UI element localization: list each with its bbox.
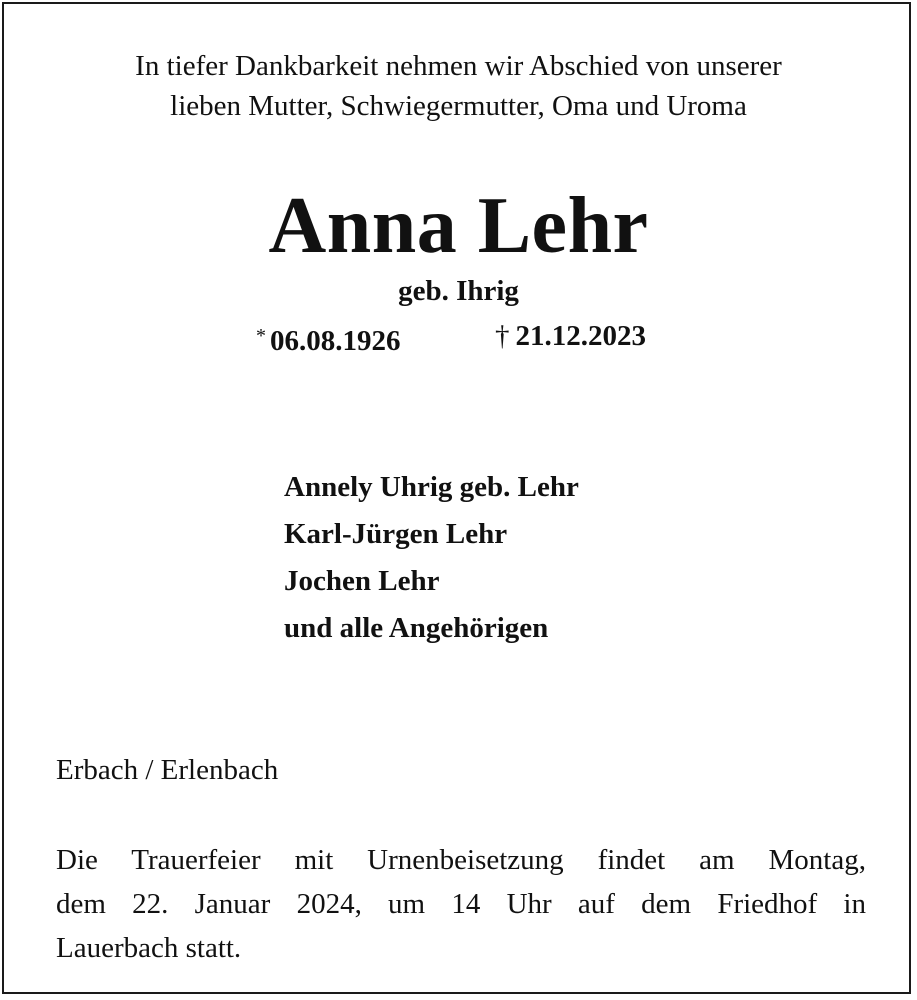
death-date: 21.12.2023 — [515, 320, 646, 352]
ceremony-line-2: dem 22. Januar 2024, um 14 Uhr auf dem Friedhof in — [56, 888, 866, 920]
cross-icon: † — [495, 320, 510, 352]
intro-line-2: lieben Mutter, Schwiegermutter, Oma und Uroma — [170, 90, 747, 122]
mourner-item: Karl-Jürgen Lehr — [284, 518, 508, 550]
ceremony-text — [56, 838, 866, 970]
mourner-item: und alle Angehörigen — [284, 612, 549, 644]
deceased-name: Anna Lehr — [268, 182, 649, 270]
birth-star-icon: * — [256, 325, 266, 347]
ceremony-line-1: Die Trauerfeier mit Urnenbeisetzung findet am Montag, — [56, 844, 866, 876]
intro-line-1: In tiefer Dankbarkeit nehmen wir Abschied von unserer — [135, 50, 782, 82]
mourner-item: Jochen Lehr — [284, 565, 440, 597]
ceremony-line-3: Lauerbach statt. — [56, 932, 242, 964]
maiden-name: geb. Ihrig — [398, 275, 519, 307]
mourners-list — [284, 464, 579, 652]
death-date-line — [495, 316, 646, 356]
intro-text — [0, 46, 917, 126]
birth-date-line — [256, 316, 401, 361]
place-line: Erbach / Erlenbach — [56, 754, 279, 786]
mourner-item: Annely Uhrig geb. Lehr — [284, 471, 579, 503]
birth-date: 06.08.1926 — [270, 325, 401, 357]
